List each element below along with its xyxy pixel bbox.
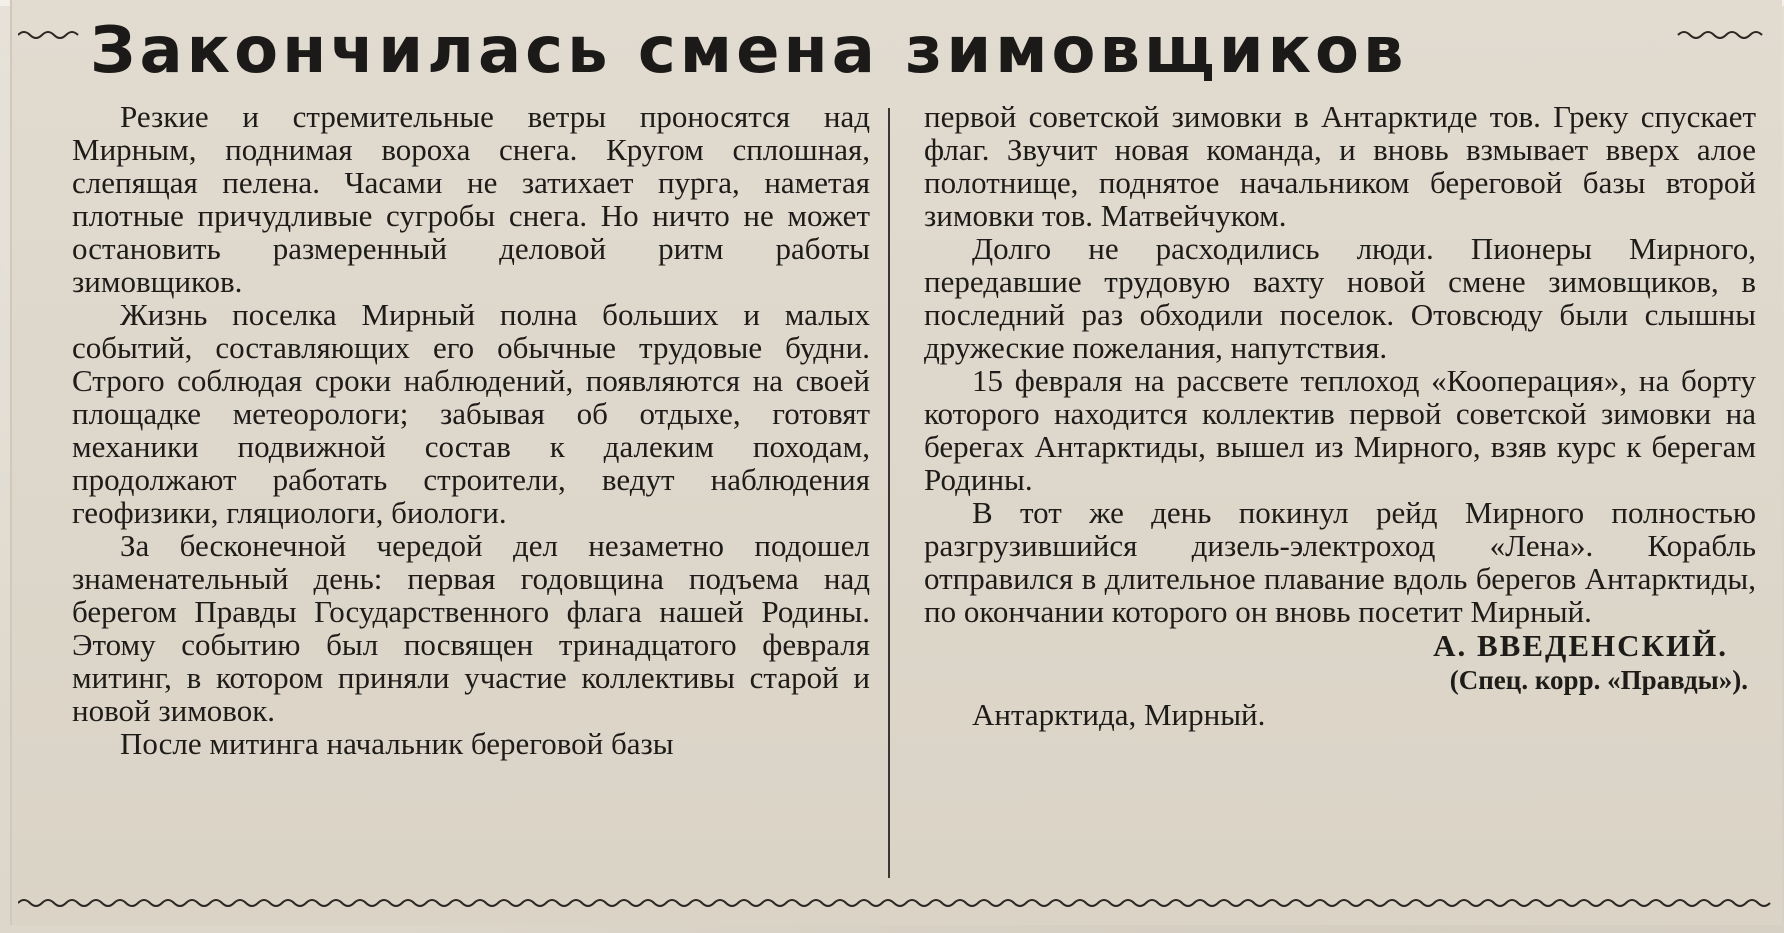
article-paragraph: За бесконечной чередой дел незаметно подошел знаменательный день: первая годовщина подъема над берегом Правды Государственного флага нашей Родины. Этому событию был посвящен тринадцатого февраля митинг, в котором приняли участие коллективы старой и новой зимовок. [72, 528, 870, 728]
article-paragraph: Резкие и стремительные ветры проносятся над Мирным, поднимая вороха снега. Кругом сплошная, слепящая пелена. Часами не затихает пурга, наметая плотные причудливые сугробы снега. Но ничто не может остановить размеренный деловой ритм работы зимовщиков. [72, 99, 870, 299]
article-paragraph: Долго не расходились люди. Пионеры Мирного, передавшие трудовую вахту новой смене зимовщиков, в последний раз обходили поселок. Отовсюду были слышны дружеские пожелания, напутствия. [924, 231, 1756, 365]
author-name: А. ВВЕДЕНСКИЙ. [1433, 628, 1728, 663]
article-paragraph: В тот же день покинул рейд Мирного полностью разгрузившийся дизель-электроход «Лена». Корабль отправился в длительное плавание вдоль берегов Антарктиды, по окончании которого он вновь посетит Мирный. [924, 495, 1756, 629]
column-divider [888, 108, 890, 878]
article-paragraph: Жизнь поселка Мирный полна больших и малых событий, составляющих его обычные трудовые будни. Строго соблюдая сроки наблюдений, появляются на своей площадке метеорологи; забывая об отдыхе, готовят механики подвижной состав к далеким походам, продолжают работать строители, ведут наблюдения геофизики, гляциологи, биологи. [72, 297, 870, 530]
article-headline: Закончилась смена зимовщиков [90, 14, 1408, 88]
article-paragraph: После митинга начальник береговой базы [120, 726, 674, 761]
author-role: (Спец. корр. «Правды»). [1449, 665, 1748, 695]
article-column-left [72, 100, 870, 880]
article-column-right [924, 100, 1756, 880]
decorative-border-bottom [18, 896, 1776, 910]
article-paragraph: первой советской зимовки в Антарктиде тов. Греку спускает флаг. Звучит новая команда, и вновь взмывает вверх алое полотнище, поднятое начальником береговой базы второй зимовки тов. Матвейчуком. [924, 99, 1756, 233]
article-paragraph: 15 февраля на рассвете теплоход «Кооперация», на борту которого находится коллектив первой советской зимовки на берегах Антарктиды, вышел из Мирного, взяв курс к берегам Родины. [924, 363, 1756, 497]
dateline: Антарктида, Мирный. [972, 697, 1266, 732]
